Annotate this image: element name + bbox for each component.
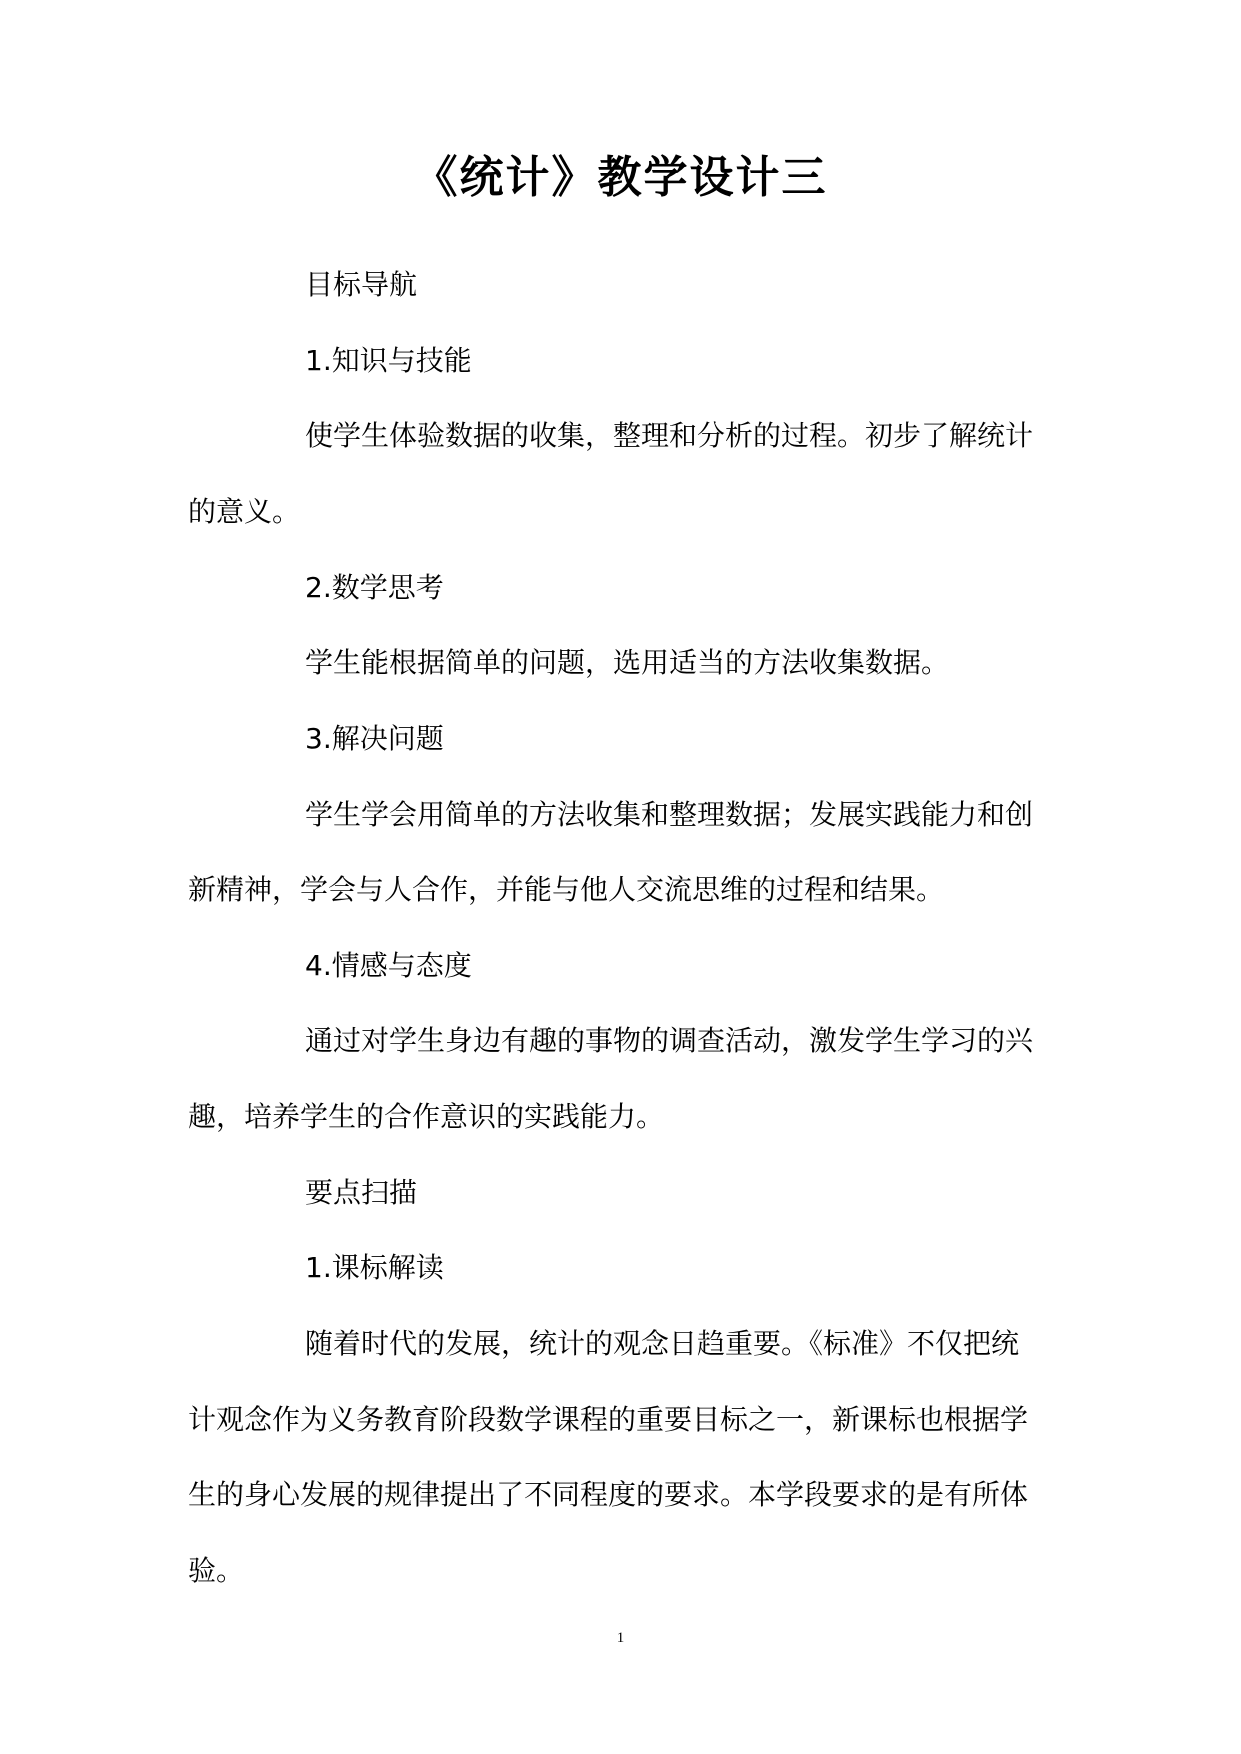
paragraph-line: 验。 <box>188 1554 245 1587</box>
paragraph-line: 的意义。 <box>188 495 301 528</box>
subheading-problem-solving: 3.解决问题 <box>305 722 444 755</box>
subheading-knowledge-skills: 1.知识与技能 <box>305 344 472 377</box>
heading-goal-navigation: 目标导航 <box>305 268 418 301</box>
paragraph-line: 计观念作为义务教育阶段数学课程的重要目标之一，新课标也根据学 <box>188 1403 1029 1436</box>
paragraph-line: 趣，培养学生的合作意识的实践能力。 <box>188 1100 665 1133</box>
paragraph-line: 学生能根据简单的问题，选用适当的方法收集数据。 <box>305 646 950 679</box>
paragraph-line: 随着时代的发展，统计的观念日趋重要。《标准》不仅把统 <box>305 1327 1020 1360</box>
subheading-math-thinking: 2.数学思考 <box>305 571 444 604</box>
paragraph-line: 使学生体验数据的收集，整理和分析的过程。初步了解统计 <box>305 419 1034 452</box>
heading-key-points: 要点扫描 <box>305 1176 418 1209</box>
subheading-emotion-attitude: 4.情感与态度 <box>305 949 472 982</box>
paragraph-line: 生的身心发展的规律提出了不同程度的要求。本学段要求的是有所体 <box>188 1478 1029 1511</box>
paragraph-line: 通过对学生身边有趣的事物的调查活动，激发学生学习的兴 <box>305 1024 1034 1057</box>
page-number: 1 <box>616 1630 625 1646</box>
paragraph-line: 新精神，学会与人合作，并能与他人交流思维的过程和结果。 <box>188 873 945 906</box>
paragraph-line: 学生学会用简单的方法收集和整理数据；发展实践能力和创 <box>305 798 1034 831</box>
subheading-curriculum-reading: 1.课标解读 <box>305 1251 444 1284</box>
page-title: 《统计》教学设计三 <box>413 152 828 203</box>
